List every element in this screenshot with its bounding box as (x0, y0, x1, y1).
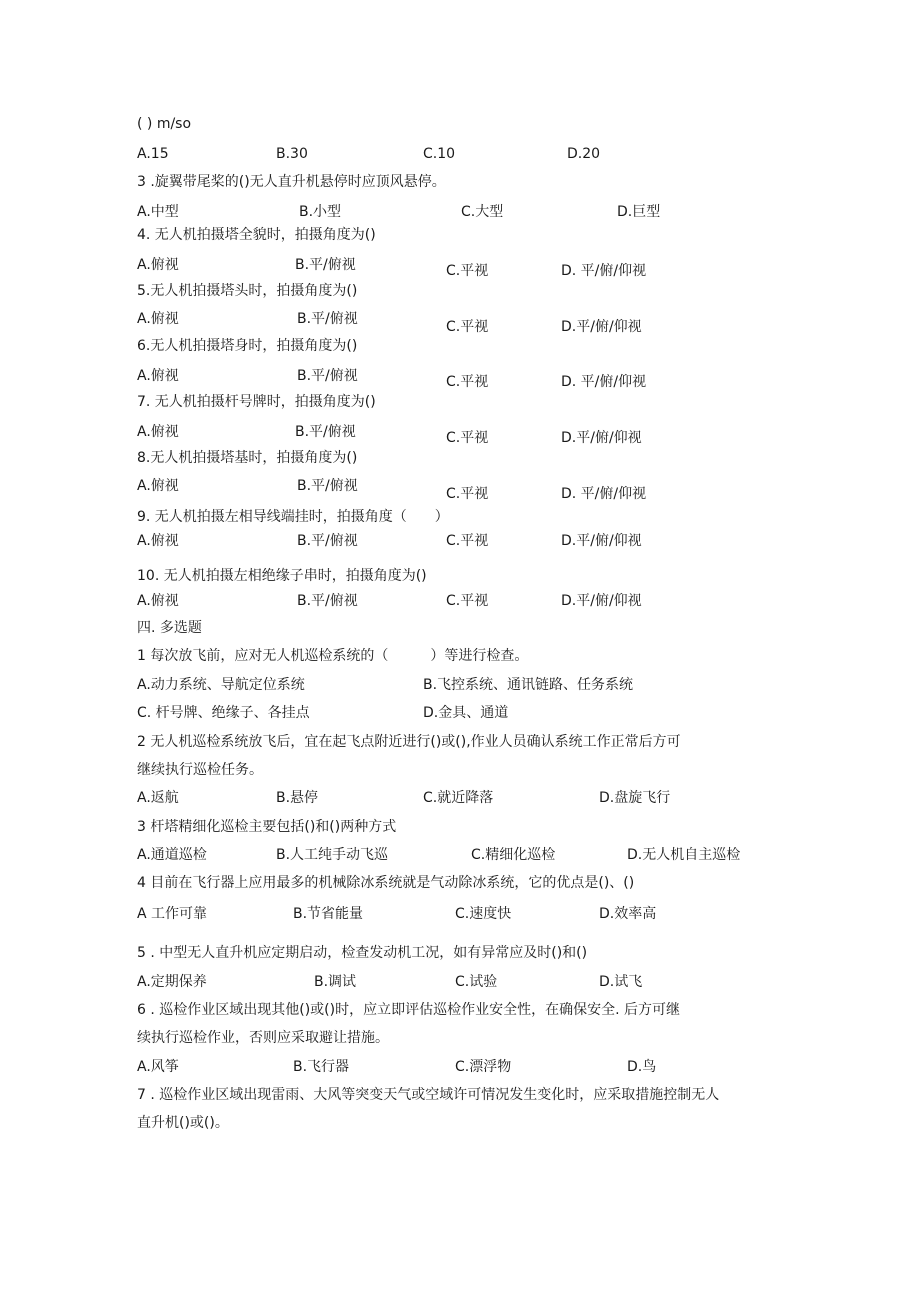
q9-option-b: B.平/俯视 (297, 533, 358, 549)
q9-option-d: D.平/俯/仰视 (561, 533, 642, 549)
q3-option-b: B.小型 (299, 204, 342, 220)
prev-option-b: B.30 (276, 146, 308, 162)
q3-option-c: C.大型 (461, 204, 504, 220)
m3-option-a: A.通道巡检 (137, 847, 207, 863)
q8-option-b: B.平/俯视 (297, 478, 358, 494)
q8-option-a: A.俯视 (137, 478, 179, 494)
q10-option-c: C.平视 (446, 593, 489, 609)
q6-option-d: D. 平/俯/仰视 (561, 374, 647, 390)
m6-option-c: C.漂浮物 (455, 1059, 512, 1075)
q4-option-a: A.俯视 (137, 257, 179, 273)
m5-option-a: A.定期保养 (137, 974, 207, 990)
q3-option-d: D.巨型 (617, 204, 661, 220)
q9-option-c: C.平视 (446, 533, 489, 549)
q3-option-a: A.中型 (137, 204, 179, 220)
question-4: 4. 无人机拍摄塔全貌时，拍摄角度为() (137, 227, 376, 243)
m4-option-c: C.速度快 (455, 906, 512, 922)
m4-option-d: D.效率高 (599, 906, 657, 922)
m3-option-c: C.精细化巡检 (471, 847, 556, 863)
q6-option-c: C.平视 (446, 374, 489, 390)
section-heading: 四. 多选题 (137, 620, 202, 636)
q4-option-b: B.平/俯视 (295, 257, 356, 273)
m3-option-b: B.人工纯手动飞巡 (276, 847, 389, 863)
q4-option-d: D. 平/俯/仰视 (561, 263, 647, 279)
multi-question-4: 4 目前在飞行器上应用最多的机械除冰系统就是气动除冰系统，它的优点是()、() (137, 875, 635, 891)
q6-option-b: B.平/俯视 (297, 368, 358, 384)
m1-option-c: C. 杆号牌、绝缘子、各挂点 (137, 705, 310, 721)
q9-option-a: A.俯视 (137, 533, 179, 549)
q7-option-c: C.平视 (446, 430, 489, 446)
question-10: 10. 无人机拍摄左相绝缘子串时，拍摄角度为() (137, 568, 427, 584)
multi-question-7: 7 . 巡检作业区域出现雷雨、大风等突变天气或空域许可情况发生变化时，应采取措施控制无人 (137, 1087, 720, 1103)
q8-option-d: D. 平/俯/仰视 (561, 486, 647, 502)
m1-option-d: D.金具、通道 (423, 705, 509, 721)
m6-option-a: A.风筝 (137, 1059, 179, 1075)
q8-option-c: C.平视 (446, 486, 489, 502)
q7-option-a: A.俯视 (137, 424, 179, 440)
q5-option-c: C.平视 (446, 319, 489, 335)
question-7: 7. 无人机拍摄杆号牌时，拍摄角度为() (137, 394, 376, 410)
multi-question-1: 1 每次放飞前，应对无人机巡检系统的（ ）等进行检查。 (137, 648, 529, 664)
m2-option-b: B.悬停 (276, 790, 319, 806)
multi-question-2: 2 无人机巡检系统放飞后，宜在起飞点附近进行()或(),作业人员确认系统工作正常后方可 (137, 734, 681, 750)
m4-option-b: B.节省能量 (293, 906, 364, 922)
prev-option-a: A.15 (137, 146, 169, 162)
q5-option-a: A.俯视 (137, 311, 179, 327)
m2-option-a: A.返航 (137, 790, 179, 806)
m5-option-d: D.试飞 (599, 974, 643, 990)
m6-option-b: B.飞行器 (293, 1059, 350, 1075)
m5-option-c: C.试验 (455, 974, 498, 990)
unit-line: ( ) m/so (137, 116, 192, 132)
m4-option-a: A 工作可靠 (137, 906, 208, 922)
question-8: 8.无人机拍摄塔基时，拍摄角度为() (137, 450, 358, 466)
multi-question-7-cont: 直升机()或()。 (137, 1115, 229, 1131)
multi-question-5: 5 . 中型无人直升机应定期启动，检查发动机工况，如有异常应及时()和() (137, 945, 588, 961)
m6-option-d: D.鸟 (627, 1059, 657, 1075)
m2-option-c: C.就近降落 (423, 790, 494, 806)
q10-option-a: A.俯视 (137, 593, 179, 609)
q7-option-b: B.平/俯视 (295, 424, 356, 440)
m2-option-d: D.盘旋飞行 (599, 790, 671, 806)
prev-option-d: D.20 (567, 146, 601, 162)
question-5: 5.无人机拍摄塔头时，拍摄角度为() (137, 283, 358, 299)
multi-question-6-cont: 续执行巡检作业，否则应采取避让措施。 (137, 1030, 389, 1046)
prev-option-c: C.10 (423, 146, 456, 162)
question-9: 9. 无人机拍摄左相导线端挂时，拍摄角度（ ） (137, 509, 449, 525)
m1-option-b: B.飞控系统、通讯链路、任务系统 (423, 677, 634, 693)
q5-option-d: D.平/俯/仰视 (561, 319, 642, 335)
q7-option-d: D.平/俯/仰视 (561, 430, 642, 446)
q10-option-b: B.平/俯视 (297, 593, 358, 609)
q6-option-a: A.俯视 (137, 368, 179, 384)
m3-option-d: D.无人机自主巡检 (627, 847, 741, 863)
multi-question-3: 3 杆塔精细化巡检主要包括()和()两种方式 (137, 819, 397, 835)
question-3: 3 .旋翼带尾桨的()无人直升机悬停时应顶风悬停。 (137, 174, 446, 190)
q4-option-c: C.平视 (446, 263, 489, 279)
q5-option-b: B.平/俯视 (297, 311, 358, 327)
m5-option-b: B.调试 (314, 974, 357, 990)
multi-question-2-cont: 继续执行巡检任务。 (137, 762, 263, 778)
m1-option-a: A.动力系统、导航定位系统 (137, 677, 305, 693)
multi-question-6: 6 . 巡检作业区域出现其他()或()时，应立即评估巡检作业安全性，在确保安全. 后方可继 (137, 1002, 681, 1018)
q10-option-d: D.平/俯/仰视 (561, 593, 642, 609)
question-6: 6.无人机拍摄塔身时，拍摄角度为() (137, 338, 358, 354)
